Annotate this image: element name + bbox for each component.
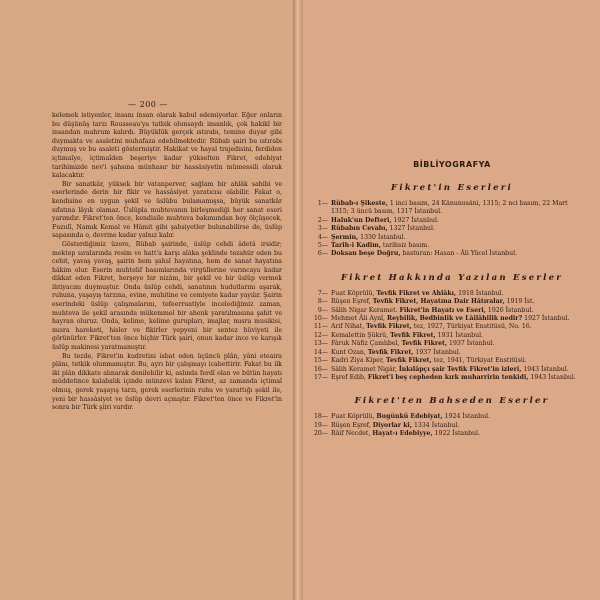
entry-text bbox=[331, 357, 582, 365]
entry-author: Mehmet Âli Aynî, bbox=[331, 315, 387, 323]
bibliography-entry bbox=[308, 290, 582, 298]
entry-details: 1918 İstanbul. bbox=[456, 289, 504, 297]
left-page bbox=[0, 0, 296, 600]
entry-number: 19— bbox=[313, 421, 328, 429]
bibliography-entry bbox=[308, 315, 582, 323]
entry-number: 15— bbox=[313, 357, 328, 365]
entry-work-title: Diyorlar ki, bbox=[372, 421, 413, 429]
book-gutter bbox=[293, 0, 303, 600]
entry-work-title: Haluk'un Defteri, bbox=[331, 216, 392, 224]
bibliography-entry bbox=[308, 298, 582, 306]
entry-work-title: Hayat-ı Edebiyye, bbox=[372, 430, 433, 438]
entry-number: 18— bbox=[313, 413, 328, 421]
bibliography-entry bbox=[308, 374, 582, 382]
bibliography-entry bbox=[308, 430, 582, 438]
section-entries bbox=[308, 290, 582, 382]
bibliography-entry bbox=[308, 250, 582, 258]
paragraph: Gösterdiğimiz üzere, Rübab şairinde, üslûp cehdi âdetâ irsidir; mektep sıralarında resim ve hatt'a karşı alâka şeklinde tezahür eden bu cehit, yavaş yavaş, şairin hem şahsî hayatına, hem de sanat hayatına hâkim olur. Eserin muhtelif basımlarında virgüllerine varıncaya kadar dikkat eden Fikret, herşeye bir nizâm, bir şekil ve bir üslûp vermek ihtiyacını duymuştur. Onda üslûp cehdi, sanatının hudutlarını aşarak, ruhuna, yaşayış tarzına, evine, muhitine ve cemiyete kadar yayılır. Şairin eserindeki üslûp çalışmalarını, tefeerruatiyle incelediğimiz zaman, muhteva ile şekil arasında mükemmel bir ahenk yaratılmasına şahit ve hayran oluruz. Onda, kelime, kelime gurupları, imajlar, mısra musikisi, mısra hareketi, hisler ve fikirler yepyeni bir sentez hüviyeti ile görünürler. Fikret'ten önce hiçbir Türk şairi, onun kadar ince ve karışık üslûp makinesi yaratmamıştır. bbox=[52, 240, 282, 352]
entry-details: tez, 1941, Türkiyat Enstitüsü. bbox=[431, 357, 527, 365]
entry-work-title: Tevfik Fikret, bbox=[367, 348, 414, 356]
section-heading: Fikret'ten Bahseden Eserler bbox=[354, 396, 550, 407]
entry-number: 7— bbox=[317, 289, 328, 297]
bibliography-entry bbox=[308, 366, 582, 374]
entry-work-title: Tevfik Fikret, bbox=[366, 323, 412, 331]
entry-number: 8— bbox=[317, 298, 328, 306]
entry-details: 1919 İst. bbox=[504, 298, 535, 306]
entry-details: basturan: Hasan - Âli Yücel İstanbul. bbox=[400, 250, 518, 258]
entry-author: Kunt Ozan, bbox=[331, 348, 368, 356]
bibliography-entry bbox=[308, 413, 582, 421]
right-page bbox=[296, 0, 600, 600]
entry-author: Râif Necdet, bbox=[331, 430, 373, 438]
entry-details: 1 inci basım, 24 Kânunusâni, 1315; 2 nci basım, 22 Mart 1315; 3 üncü basım, 1317 İstanbul. bbox=[331, 200, 568, 216]
entry-text bbox=[331, 225, 582, 233]
entry-number: 3— bbox=[317, 225, 328, 233]
entry-text bbox=[331, 422, 582, 430]
bibliography-entry bbox=[308, 340, 582, 348]
entry-number: 20— bbox=[313, 430, 328, 438]
bibliography-entry bbox=[308, 242, 582, 250]
entry-number: 13— bbox=[313, 340, 328, 348]
bibliography-entry bbox=[308, 217, 582, 225]
section-heading: Fikret'in Eserleri bbox=[391, 183, 513, 193]
entry-number: 1— bbox=[317, 200, 328, 207]
entry-details: 1931 İstanbul. bbox=[435, 331, 484, 339]
entry-details: 1937 İstanbul. bbox=[413, 348, 461, 356]
entry-text bbox=[331, 200, 582, 217]
paragraph: Bir sanatkâr, yüksek bir vatanperver, sağlam bir ahlâk sahibi ve eserlerinde derin bir fikir ve hassâsiyet yaratıcısı olabilir. Fakat o, kendisine en uygun şekil ve üslûbu bulamamışsa, büyük sanatkâr sıfatına lâyık olamaz. Üslûpla muhtevanın birleşmediği her sanat eseri yarımdır. Fikret'ten önce, kendisile muhteva bakımından boy ölçüşecek, Fuzulî, Namık Kemal ve Hâmit gibi şahsiyetler bulunabilirse de, üslûp sapasında o, devrine kadar yalnız kalır. bbox=[52, 180, 282, 240]
entry-number: 17— bbox=[313, 373, 328, 381]
bibliography-title: BİBLİYOGRAFYA bbox=[413, 160, 491, 169]
entry-author: Rüşen Eşref, bbox=[331, 298, 373, 306]
entry-details: tarihsiz basım. bbox=[380, 242, 430, 250]
entry-number: 5— bbox=[317, 242, 328, 250]
bibliography-entry bbox=[308, 357, 582, 365]
entry-details: 1924 İstanbul. bbox=[442, 413, 491, 421]
page-number: — 200 — bbox=[128, 100, 168, 109]
entry-work-title: Bugünkü Edebiyat, bbox=[376, 413, 443, 421]
entry-text bbox=[331, 217, 582, 225]
entry-author: Sâlih Nigar Keramet. bbox=[331, 306, 400, 314]
bibliography-entry bbox=[308, 200, 582, 217]
bibliography-entry bbox=[308, 234, 582, 242]
entry-number: 4— bbox=[317, 233, 328, 241]
entry-text bbox=[331, 298, 582, 306]
entry-author: Sâlih Keramet Nigâr, bbox=[331, 365, 399, 373]
entry-work-title: Reybilik, Bedbinlik ve Lâilâhilik nedir? bbox=[386, 315, 523, 323]
entry-work-title: Doksan beşe Doğru, bbox=[331, 250, 401, 258]
bibliography-entry bbox=[308, 225, 582, 233]
entry-number: 12— bbox=[313, 331, 328, 339]
entry-text bbox=[331, 290, 582, 298]
entry-details: 1926 İstanbul. bbox=[485, 306, 534, 314]
entry-number: 6— bbox=[317, 250, 328, 258]
bibliography-entry bbox=[308, 349, 582, 357]
entry-author: Kemalettin Şükrü, bbox=[331, 331, 391, 339]
entry-author: Arif Nihat, bbox=[331, 323, 367, 331]
paragraph: kelemek istiyenler, insanı insan olarak kabul edemiyorlar. Eğer onların bu düşünüş tarzı Rousseau'ya tatbik olunsaydı insanlık, çok hakikî bir insandan mahrum kalırdı. Büyüklük gerçek ıstırabı, temine duyar gibi duymakta ve asaletini muhafaza edebilmektedir. Rübab şairi bu ıstırabı duymuş ve bu asaleti göstermiştir. Hakikat ve hayal trajedisini, ferdiden içtimaîye, içtimaîden beşeriye kadar yükselten Fikret, edebiyat tarihimizde nev'i şahsına münhasır bir hassâsiyetin mümessili olarak kalacaktır. bbox=[52, 112, 282, 180]
entry-work-title: Şermin, bbox=[331, 233, 359, 241]
entry-work-title: Tarih-i Kadim, bbox=[331, 242, 381, 250]
entry-text bbox=[331, 366, 582, 374]
entry-details: 1943 İstanbul. bbox=[528, 373, 576, 381]
entry-work-title: Tevfik Fikret, bbox=[401, 340, 448, 348]
entry-work-title: İnkılâpçı şair Tevfik Fikret'in izleri, bbox=[398, 365, 522, 373]
entry-text bbox=[331, 315, 582, 323]
entry-author: Fâruk Nâfiz Çamlıbel, bbox=[331, 340, 402, 348]
entry-details: 1922 İstanbul. bbox=[432, 430, 480, 438]
entry-work-title: Tevfik Fikret ve Ahlâkı, bbox=[376, 289, 457, 297]
entry-work-title: Rübab-ı Şikeste, bbox=[331, 200, 388, 207]
entry-text bbox=[331, 307, 582, 315]
bibliography-entry bbox=[308, 422, 582, 430]
entry-text bbox=[331, 332, 582, 340]
entry-number: 16— bbox=[313, 365, 328, 373]
entry-work-title: Rübabın Cevabı, bbox=[331, 225, 388, 233]
entry-number: 2— bbox=[317, 216, 328, 224]
entry-text bbox=[331, 374, 582, 382]
section-heading: Fikret Hakkında Yazılan Eserler bbox=[340, 272, 564, 283]
entry-work-title: Tevfik Fikret, bbox=[390, 331, 436, 339]
entry-work-title: Tevfik Fikret, bbox=[386, 357, 432, 365]
entry-author: Kadri Ziya Kiper, bbox=[331, 357, 387, 365]
entry-work-title: Fikret'i beş cepheden kırk muharririn tenkidi, bbox=[367, 373, 529, 381]
bibliography-entry bbox=[308, 307, 582, 315]
entry-number: 11— bbox=[313, 323, 328, 331]
bibliography-entry bbox=[308, 332, 582, 340]
entry-details: 1927 İstanbul. bbox=[522, 315, 570, 323]
entry-number: 14— bbox=[313, 348, 328, 356]
entry-number: 10— bbox=[313, 315, 328, 323]
entry-details: 1327 İstanbul. bbox=[387, 225, 435, 233]
entry-details: tez, 1927, Türkiyat Enstitüsü, No. 16. bbox=[411, 323, 532, 331]
entry-work-title: Fikret'in Hayatı ve Eseri, bbox=[399, 306, 486, 314]
entry-details: 1937 İstanbul. bbox=[447, 340, 495, 348]
entry-details: 1927 İstanbul. bbox=[391, 216, 439, 224]
entry-text bbox=[331, 250, 582, 258]
entry-text bbox=[331, 234, 582, 242]
entry-text bbox=[331, 242, 582, 250]
entry-text bbox=[331, 413, 582, 421]
entry-author: Eşref Edib, bbox=[331, 373, 368, 381]
left-page-body bbox=[52, 112, 282, 413]
entry-text bbox=[331, 430, 582, 438]
entry-text bbox=[331, 349, 582, 357]
entry-author: Rüşen Eşref, bbox=[331, 421, 373, 429]
entry-details: 1943 İstanbul. bbox=[521, 365, 569, 373]
entry-work-title: Tevfik Fikret, Hayatına Dair Hâtıralar, bbox=[372, 298, 505, 306]
paragraph: Bu tezde, Fikret'in kudretini isbat eden üçüncü plân, yâni eteaira plânı, tetkik olunmamıştır. Bu, ayrı bir çalışmayı icabettirir. Fakat bu ilk iki plân dikkate alınarak denilebilir ki, aslında ferdî olan ve bütün hayatı müddetince kalabalık içinde münzevi kalan Fikret, az zamanda içtimaî olmuş, gerek yaşayış tarzı, gerek eserlerinin ruhu ve yarattığı şekil ile, yeni bir hassâsiyet ve üslûp devri açmıştır. Fikret'ten önce ve Fikret'in sonra bir Türk şiiri vardır. bbox=[52, 352, 282, 412]
bibliography-entry bbox=[308, 323, 582, 331]
entry-author: Fuat Köprülü, bbox=[331, 289, 377, 297]
section-entries bbox=[308, 200, 582, 259]
entry-text bbox=[331, 340, 582, 348]
entry-details: 1330 İstanbul. bbox=[358, 233, 406, 241]
section-entries bbox=[308, 413, 582, 438]
entry-text bbox=[331, 323, 582, 331]
entry-details: 1334 İstanbul. bbox=[412, 421, 460, 429]
entry-author: Fuat Köprülü, bbox=[331, 413, 377, 421]
entry-number: 9— bbox=[317, 306, 328, 314]
